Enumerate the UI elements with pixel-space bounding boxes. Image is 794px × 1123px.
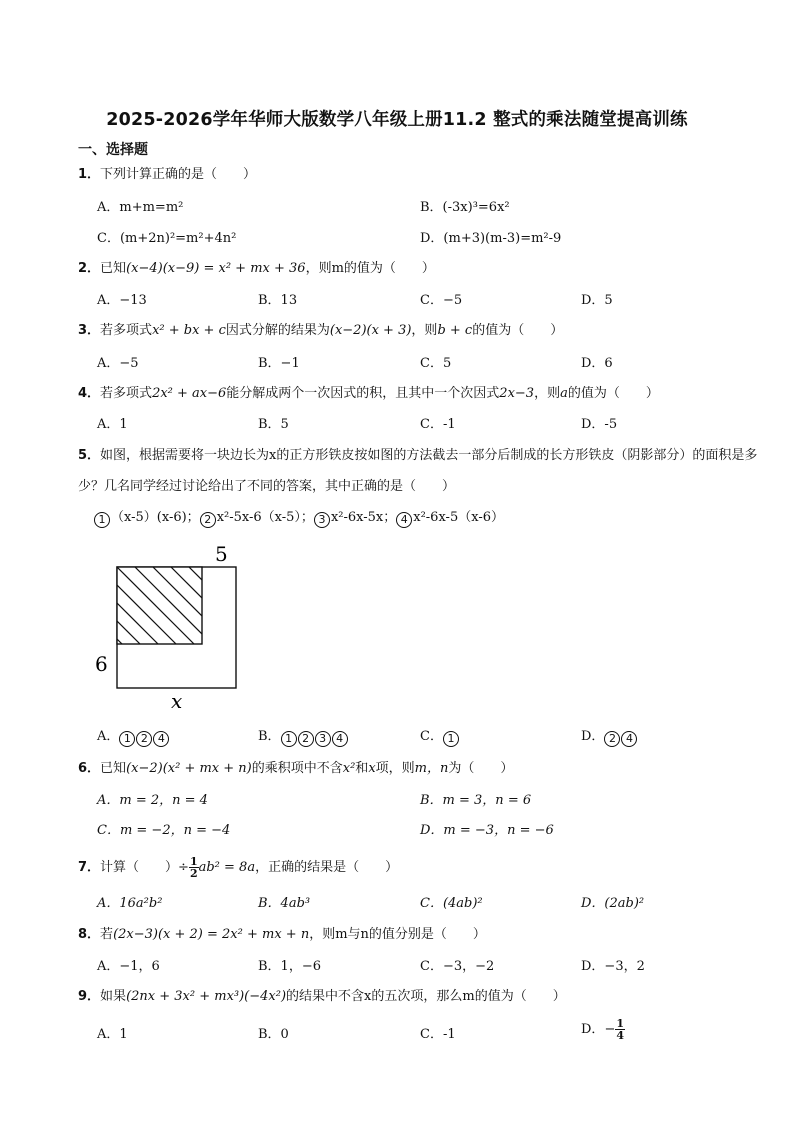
- answer-text: x²-6x-5x；: [330, 510, 397, 525]
- circled-number: 1: [443, 731, 459, 747]
- q3-option-b[interactable]: B．−1: [258, 356, 300, 371]
- option-label: D．: [581, 1022, 605, 1037]
- fraction-numerator: 1: [189, 855, 198, 868]
- math-expression: (x−2)(x² + mx + n): [126, 761, 252, 776]
- math-expression: a: [560, 386, 568, 401]
- circled-number: 4: [396, 512, 412, 528]
- q3-option-a[interactable]: A．−5: [97, 356, 139, 371]
- circled-number: 2: [200, 512, 216, 528]
- question-number: 9．: [78, 989, 101, 1004]
- q1-option-b[interactable]: B．(-3x)³=6x²: [420, 200, 510, 215]
- math-expression: 2x−3: [499, 386, 535, 401]
- q5-option-d[interactable]: [581, 728, 638, 747]
- q2-option-d[interactable]: D．5: [581, 293, 613, 308]
- q4-option-c[interactable]: C．-1: [420, 417, 456, 432]
- square-cut-figure: [88, 538, 258, 713]
- q7-option-d[interactable]: D．(2ab)²: [581, 896, 645, 911]
- q2-option-a[interactable]: A．−13: [97, 293, 147, 308]
- q5-answer-list: [94, 509, 504, 528]
- q2-option-c[interactable]: C．−5: [420, 293, 463, 308]
- q9-option-b[interactable]: B．0: [258, 1027, 289, 1042]
- q9-option-a[interactable]: A．1: [97, 1027, 128, 1042]
- fraction: [615, 1018, 625, 1041]
- q1-option-d[interactable]: D．(m+3)(m-3)=m²-9: [420, 231, 562, 246]
- shaded-rectangle: [117, 567, 202, 644]
- question-text: 若: [100, 927, 114, 942]
- q9-option-c[interactable]: C．-1: [420, 1027, 456, 1042]
- q1-option-a[interactable]: A．m+m=m²: [97, 200, 184, 215]
- q6-option-c[interactable]: C．m = −2，n = −4: [97, 823, 231, 838]
- question-number: 7．: [78, 860, 101, 875]
- label-bottom: x: [171, 689, 183, 713]
- question-text: ，正确的结果是（ ）: [255, 860, 399, 875]
- question-text: 因式分解的结果为: [225, 323, 330, 338]
- option-label: C．: [420, 729, 443, 744]
- question-8: [78, 926, 486, 944]
- question-text: ，则: [411, 323, 438, 338]
- circled-number: 2: [136, 731, 152, 747]
- question-6: [78, 760, 513, 778]
- math-expression: x² + bx + c: [152, 323, 226, 338]
- question-text: 项，则: [375, 761, 415, 776]
- answer-text: x²-5x-6（x-5）；: [216, 510, 314, 525]
- question-text: 为（ ）: [448, 761, 514, 776]
- q8-option-d[interactable]: D．−3，2: [581, 959, 645, 974]
- question-text: 的值为（ ）: [567, 386, 659, 401]
- q5-option-b[interactable]: [258, 728, 349, 747]
- q8-option-b[interactable]: B．1，−6: [258, 959, 321, 974]
- option-label: B．: [258, 729, 281, 744]
- question-text: 如果: [100, 989, 127, 1004]
- q1-option-c[interactable]: C．(m+2n)²=m²+4n²: [97, 231, 237, 246]
- option-label: D．: [581, 729, 605, 744]
- page-title: 2025-2026学年华师大版数学八年级上册11.2 整式的乘法随堂提高训练: [106, 110, 688, 130]
- question-number: 4．: [78, 386, 101, 401]
- question-text: 的值为（ ）: [472, 323, 564, 338]
- option-label: A．: [97, 729, 120, 744]
- circled-number: 3: [314, 512, 330, 528]
- fraction-denominator: 4: [616, 1029, 624, 1042]
- math-expression: b + c: [437, 323, 473, 338]
- q6-option-a[interactable]: A．m = 2，n = 4: [97, 793, 208, 808]
- q3-option-d[interactable]: D．6: [581, 356, 613, 371]
- question-number: 6．: [78, 761, 101, 776]
- question-7: [78, 856, 398, 879]
- q6-option-b[interactable]: B．m = 3，n = 6: [420, 793, 532, 808]
- question-text: 下列计算正确的是（ ）: [100, 167, 257, 182]
- math-expression: (x−4)(x−9) = x² + mx + 36: [126, 261, 306, 276]
- question-text: 的乘积项中不含: [251, 761, 343, 776]
- label-top: 5: [215, 542, 228, 566]
- q4-option-d[interactable]: D．-5: [581, 417, 618, 432]
- circled-number: 2: [604, 731, 620, 747]
- question-text: 计算（ ）÷: [100, 860, 189, 875]
- label-left: 6: [95, 652, 108, 676]
- question-number: 2．: [78, 261, 101, 276]
- math-expression: x: [368, 761, 376, 776]
- circled-number: 1: [119, 731, 135, 747]
- question-text: 已知: [100, 261, 127, 276]
- question-number: 8．: [78, 927, 101, 942]
- circled-number: 1: [94, 512, 110, 528]
- q5-option-a[interactable]: [97, 728, 170, 747]
- q2-option-b[interactable]: B．13: [258, 293, 298, 308]
- q8-option-c[interactable]: C．−3，−2: [420, 959, 495, 974]
- circled-number: 3: [315, 731, 331, 747]
- circled-number: 4: [332, 731, 348, 747]
- q7-option-b[interactable]: B．4ab³: [258, 896, 311, 911]
- question-number: 1．: [78, 167, 101, 182]
- question-2: [78, 260, 435, 278]
- math-expression: ab² = 8a: [198, 860, 256, 875]
- math-expression: m，n: [414, 761, 449, 776]
- question-9: [78, 988, 566, 1006]
- question-5: [78, 440, 778, 502]
- q5-option-c[interactable]: [420, 728, 460, 747]
- math-expression: (x−2)(x + 3): [329, 323, 412, 338]
- question-text: ，则m的值为（ ）: [305, 261, 435, 276]
- fraction-numerator: 1: [616, 1017, 624, 1030]
- circled-number: 4: [153, 731, 169, 747]
- minus-sign: −: [604, 1022, 616, 1037]
- math-expression: (2x−3)(x + 2) = 2x² + mx + n: [113, 927, 310, 942]
- q9-option-d[interactable]: [581, 1018, 625, 1041]
- question-text: 若多项式: [100, 386, 153, 401]
- section-heading: 一、选择题: [78, 142, 148, 158]
- q7-option-c[interactable]: C．(4ab)²: [420, 896, 483, 911]
- q4-option-b[interactable]: B．5: [258, 417, 289, 432]
- question-text: 的结果中不含x的五次项，那么m的值为（ ）: [286, 989, 566, 1004]
- circled-number: 1: [281, 731, 297, 747]
- circled-number: 4: [621, 731, 637, 747]
- question-text: 能分解成两个一次因式的积，且其中一个次因式: [226, 386, 500, 401]
- question-text: 已知: [100, 761, 127, 776]
- fraction-denominator: 2: [189, 867, 198, 880]
- question-number: 3．: [78, 323, 101, 338]
- question-3: [78, 322, 563, 340]
- question-1: [78, 166, 256, 184]
- q7-option-a[interactable]: A．16a²b²: [97, 896, 163, 911]
- question-text: 和: [355, 761, 369, 776]
- question-text: ，则: [534, 386, 561, 401]
- math-expression: x²: [342, 761, 356, 776]
- question-text: 若多项式: [100, 323, 153, 338]
- math-expression: 2x² + ax−6: [152, 386, 227, 401]
- q6-option-d[interactable]: D．m = −3，n = −6: [420, 823, 554, 838]
- q8-option-a[interactable]: A．−1，6: [97, 959, 160, 974]
- q4-option-a[interactable]: A．1: [97, 417, 128, 432]
- question-number: 5．: [78, 448, 101, 463]
- answer-text: x²-6x-5（x-6）: [413, 510, 504, 525]
- question-4: [78, 385, 659, 403]
- question-text: ，则m与n的值分别是（ ）: [309, 927, 486, 942]
- math-expression: (2nx + 3x² + mx³)(−4x²): [126, 989, 287, 1004]
- fraction: [189, 856, 199, 879]
- circled-number: 2: [298, 731, 314, 747]
- q3-option-c[interactable]: C．5: [420, 356, 452, 371]
- question-text: 如图，根据需要将一块边长为x的正方形铁皮按如图的方法截去一部分后制成的长方形铁皮（阴影部分）的面积是多少？几名同学经过讨论给出了不同的答案，其中正确的是（ ）: [78, 448, 758, 494]
- answer-text: （x-5）(x-6)；: [111, 510, 200, 525]
